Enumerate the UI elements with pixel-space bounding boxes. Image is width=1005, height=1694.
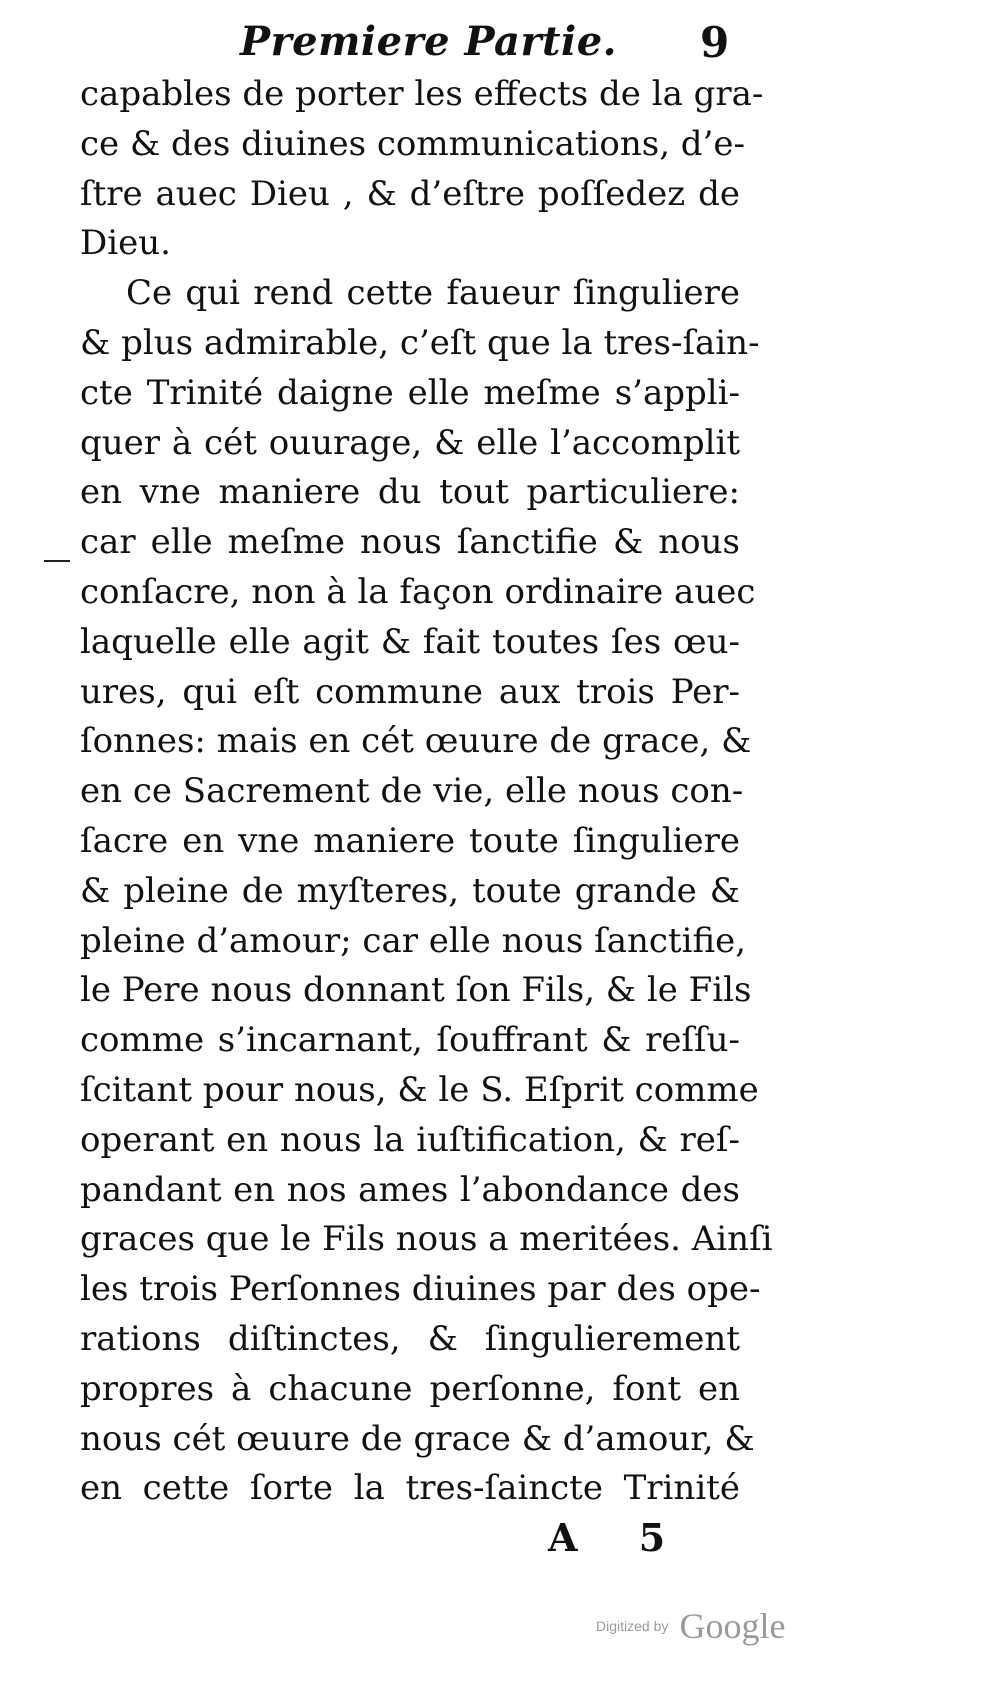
text-line: Dieu. — [80, 223, 171, 264]
text-line: les trois Perſonnes diuines par des ope- — [80, 1269, 761, 1310]
text-line: conſacre, non à la façon ordinaire auec — [80, 571, 756, 612]
text-line: ſtre auec Dieu , & d’eſtre poſſedez de — [80, 173, 740, 214]
text-line: pandant en nos ames l’abondance des — [80, 1169, 740, 1210]
text-line: & pleine de myſteres, toute grande & — [80, 870, 740, 911]
text-line: ſcitant pour nous, & le S. Eſprit comme — [80, 1069, 759, 1110]
text-line: graces que le Fils nous a meritées. Ainſi — [80, 1219, 773, 1260]
text-line: quer à cét ouurage, & elle l’accomplit — [80, 422, 740, 463]
text-line: laquelle elle agit & fait toutes ſes œu- — [80, 621, 740, 662]
text-line: pleine d’amour; car elle nous ſanctifie, — [80, 920, 747, 961]
running-head — [240, 18, 800, 78]
watermark-brand: Google — [679, 1606, 786, 1646]
text-line: nous cét œuure de grace & d’amour, & — [80, 1418, 755, 1459]
text-line: propres à chacune perſonne, font en — [80, 1368, 740, 1409]
body-text — [80, 70, 773, 1514]
text-line: le Pere nous donnant ſon Fils, & le Fils — [80, 970, 752, 1011]
signature-mark: A 5 — [548, 1515, 690, 1560]
text-line: comme s’incarnant, ſouffrant & reſſu- — [80, 1020, 740, 1061]
running-title: Premiere Partie. — [240, 18, 618, 65]
text-line: ſonnes: mais en cét œuure de grace, & — [80, 721, 752, 762]
text-line: ures, qui eſt commune aux trois Per- — [80, 671, 740, 712]
text-line: en cette ſorte la tres-ſaincte Trinité — [80, 1468, 740, 1509]
text-line: ce & des diuines communications, d’e- — [80, 123, 745, 164]
text-line: cte Trinité daigne elle meſme s’appli- — [80, 372, 740, 413]
text-line: & plus admirable, c’eſt que la tres-ſain- — [80, 322, 760, 363]
text-line: en ce Sacrement de vie, elle nous con- — [80, 771, 744, 812]
text-line: en vne maniere du tout particuliere: — [80, 472, 740, 513]
text-line: operant en nous la iuſtification, & reſ- — [80, 1119, 740, 1160]
margin-mark — [44, 560, 70, 562]
text-line: Ce qui rend cette faueur ſinguliere — [126, 273, 740, 314]
page-number: 9 — [700, 18, 730, 67]
watermark-prefix: Digitized by — [596, 1618, 669, 1634]
text-line: capables de porter les effects de la gra- — [80, 74, 764, 114]
text-line: car elle meſme nous ſanctifie & nous — [80, 522, 740, 563]
text-line: rations diſtinctes, & ſingulierement — [80, 1318, 740, 1359]
text-line: ſacre en vne maniere toute ſinguliere — [80, 820, 740, 861]
digitization-watermark — [596, 1605, 785, 1647]
